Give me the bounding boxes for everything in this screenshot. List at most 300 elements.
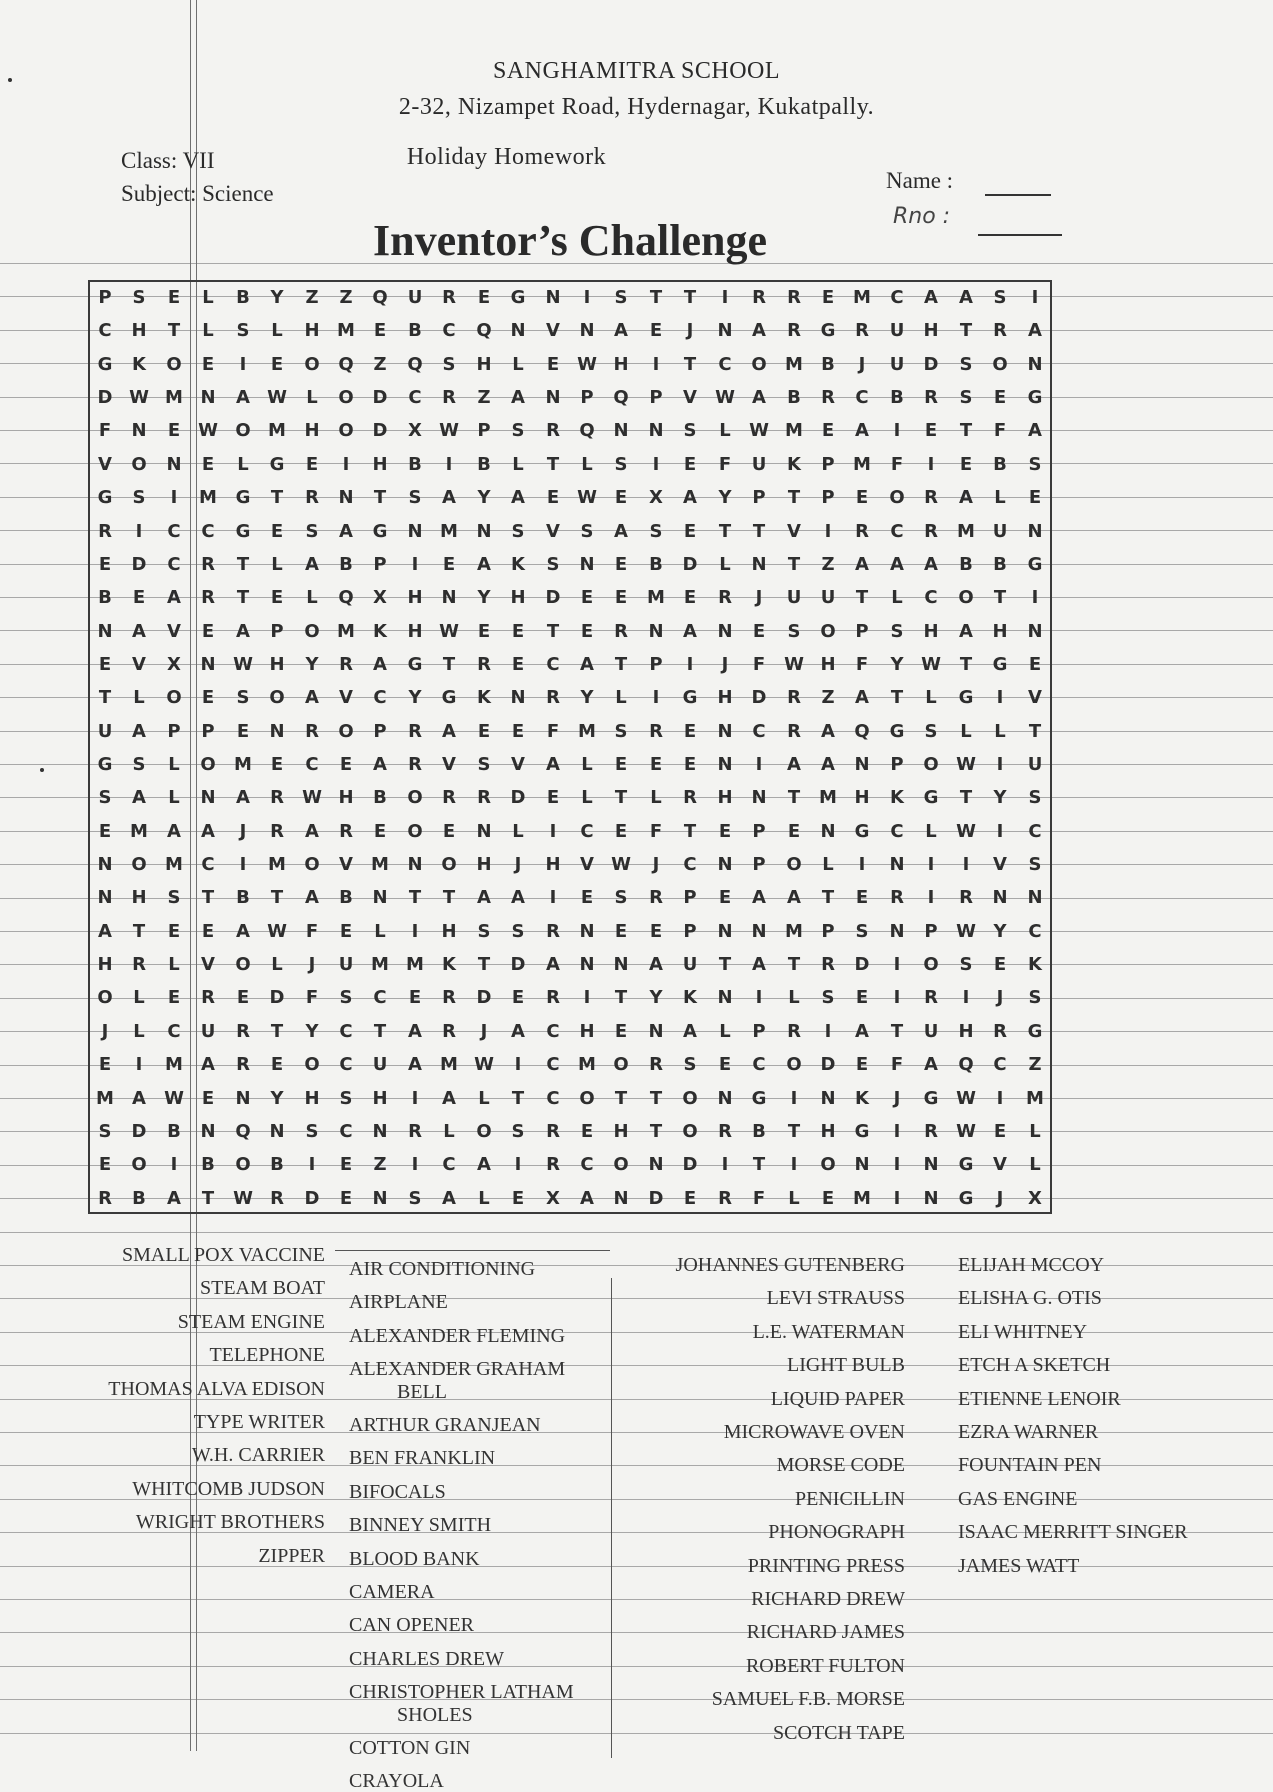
grid-letter[interactable]: W — [956, 921, 976, 942]
grid-letter[interactable]: E — [683, 754, 697, 775]
grid-letter[interactable]: W — [784, 654, 804, 675]
grid-letter[interactable]: R — [442, 387, 456, 408]
grid-letter[interactable]: S — [132, 487, 146, 508]
grid-letter[interactable]: N — [372, 1121, 388, 1142]
grid-letter[interactable]: H — [958, 1021, 974, 1042]
name-blank[interactable] — [985, 194, 1051, 196]
grid-letter[interactable]: T — [683, 354, 697, 375]
grid-letter[interactable]: H — [304, 320, 320, 341]
grid-letter[interactable]: N — [613, 954, 629, 975]
grid-letter[interactable]: R — [408, 721, 422, 742]
grid-letter[interactable]: E — [855, 487, 869, 508]
grid-letter[interactable]: E — [98, 654, 112, 675]
grid-letter[interactable]: N — [97, 854, 113, 875]
grid-letter[interactable]: A — [959, 621, 973, 642]
grid-letter[interactable]: E — [305, 454, 319, 475]
grid-letter[interactable]: D — [854, 954, 870, 975]
grid-letter[interactable]: W — [198, 420, 218, 441]
grid-letter[interactable]: A — [305, 821, 319, 842]
grid-letter[interactable]: H — [923, 621, 939, 642]
grid-letter[interactable]: T — [614, 1088, 628, 1109]
grid-letter[interactable]: I — [1031, 587, 1039, 608]
grid-letter[interactable]: C — [442, 320, 456, 341]
grid-letter[interactable]: X — [373, 587, 387, 608]
grid-letter[interactable]: N — [717, 921, 733, 942]
grid-letter[interactable]: S — [959, 954, 973, 975]
grid-letter[interactable]: A — [132, 1088, 146, 1109]
grid-letter[interactable]: L — [925, 821, 937, 842]
grid-letter[interactable]: R — [236, 1021, 250, 1042]
grid-letter[interactable]: R — [787, 287, 801, 308]
grid-letter[interactable]: Z — [339, 287, 353, 308]
grid-letter[interactable]: N — [476, 521, 492, 542]
grid-letter[interactable]: N — [854, 754, 870, 775]
grid-letter[interactable]: G — [1027, 387, 1043, 408]
grid-letter[interactable]: R — [477, 787, 491, 808]
grid-letter[interactable]: R — [305, 721, 319, 742]
grid-letter[interactable]: S — [649, 521, 663, 542]
grid-letter[interactable]: I — [893, 954, 901, 975]
grid-letter[interactable]: W — [577, 354, 597, 375]
grid-letter[interactable]: A — [787, 754, 801, 775]
grid-letter[interactable]: T — [890, 1021, 904, 1042]
grid-letter[interactable]: L — [133, 987, 145, 1008]
grid-letter[interactable]: T — [787, 1121, 801, 1142]
grid-letter[interactable]: W — [749, 420, 769, 441]
grid-letter[interactable]: Y — [270, 287, 284, 308]
grid-letter[interactable]: L — [202, 320, 214, 341]
grid-letter[interactable]: S — [408, 487, 422, 508]
grid-letter[interactable]: E — [201, 687, 215, 708]
grid-letter[interactable]: E — [787, 821, 801, 842]
grid-letter[interactable]: A — [1028, 420, 1042, 441]
grid-letter[interactable]: E — [546, 354, 560, 375]
grid-letter[interactable]: M — [234, 754, 252, 775]
grid-letter[interactable]: Y — [305, 654, 319, 675]
grid-letter[interactable]: O — [889, 487, 905, 508]
grid-letter[interactable]: P — [98, 287, 112, 308]
grid-letter[interactable]: I — [790, 1154, 798, 1175]
grid-letter[interactable]: M — [819, 787, 837, 808]
grid-letter[interactable]: A — [855, 420, 869, 441]
grid-letter[interactable]: C — [1028, 821, 1042, 842]
grid-letter[interactable]: L — [443, 1121, 455, 1142]
grid-letter[interactable]: O — [923, 754, 939, 775]
grid-letter[interactable]: I — [790, 1088, 798, 1109]
grid-letter[interactable]: Y — [305, 1021, 319, 1042]
grid-letter[interactable]: N — [407, 521, 423, 542]
grid-letter[interactable]: E — [683, 1188, 697, 1209]
grid-letter[interactable]: A — [236, 787, 250, 808]
grid-letter[interactable]: S — [305, 521, 319, 542]
grid-letter[interactable]: B — [339, 887, 353, 908]
grid-letter[interactable]: N — [579, 954, 595, 975]
grid-letter[interactable]: L — [271, 320, 283, 341]
grid-letter[interactable]: I — [893, 1154, 901, 1175]
grid-letter[interactable]: T — [614, 787, 628, 808]
grid-letter[interactable]: C — [373, 687, 387, 708]
grid-letter[interactable]: E — [339, 921, 353, 942]
grid-letter[interactable]: E — [201, 354, 215, 375]
grid-letter[interactable]: N — [751, 921, 767, 942]
grid-letter[interactable]: N — [97, 887, 113, 908]
grid-letter[interactable]: G — [751, 1088, 767, 1109]
grid-letter[interactable]: H — [131, 320, 147, 341]
grid-letter[interactable]: B — [373, 787, 387, 808]
grid-letter[interactable]: O — [682, 1121, 698, 1142]
grid-letter[interactable]: L — [960, 721, 972, 742]
grid-letter[interactable]: E — [167, 921, 181, 942]
grid-letter[interactable]: E — [683, 721, 697, 742]
grid-letter[interactable]: W — [956, 754, 976, 775]
grid-letter[interactable]: E — [1028, 487, 1042, 508]
grid-letter[interactable]: A — [855, 687, 869, 708]
grid-letter[interactable]: O — [476, 1121, 492, 1142]
grid-letter[interactable]: I — [308, 1154, 316, 1175]
grid-letter[interactable]: T — [442, 887, 456, 908]
grid-letter[interactable]: L — [168, 954, 180, 975]
grid-letter[interactable]: C — [890, 287, 904, 308]
grid-letter[interactable]: E — [683, 521, 697, 542]
grid-letter[interactable]: C — [373, 987, 387, 1008]
grid-letter[interactable]: O — [338, 420, 354, 441]
grid-letter[interactable]: E — [236, 987, 250, 1008]
grid-letter[interactable]: C — [167, 521, 181, 542]
grid-letter[interactable]: W — [267, 921, 287, 942]
grid-letter[interactable]: L — [1029, 1121, 1041, 1142]
grid-letter[interactable]: Y — [718, 487, 732, 508]
grid-letter[interactable]: Z — [373, 354, 387, 375]
grid-letter[interactable]: A — [1028, 320, 1042, 341]
grid-letter[interactable]: S — [580, 521, 594, 542]
grid-letter[interactable]: T — [98, 687, 112, 708]
grid-letter[interactable]: A — [924, 287, 938, 308]
grid-letter[interactable]: L — [994, 487, 1006, 508]
grid-letter[interactable]: R — [98, 1188, 112, 1209]
grid-letter[interactable]: N — [200, 387, 216, 408]
grid-letter[interactable]: A — [511, 1021, 525, 1042]
grid-letter[interactable]: P — [752, 854, 766, 875]
grid-letter[interactable]: M — [440, 1054, 458, 1075]
grid-letter[interactable]: N — [476, 821, 492, 842]
grid-letter[interactable]: I — [996, 1088, 1004, 1109]
grid-letter[interactable]: V — [993, 854, 1007, 875]
grid-letter[interactable]: N — [992, 887, 1008, 908]
grid-letter[interactable]: R — [201, 587, 215, 608]
grid-letter[interactable]: I — [445, 454, 453, 475]
grid-letter[interactable]: S — [339, 987, 353, 1008]
grid-letter[interactable]: S — [614, 721, 628, 742]
grid-letter[interactable]: I — [893, 1188, 901, 1209]
grid-letter[interactable]: E — [511, 621, 525, 642]
grid-letter[interactable]: R — [201, 987, 215, 1008]
grid-letter[interactable]: E — [580, 1121, 594, 1142]
grid-letter[interactable]: S — [236, 320, 250, 341]
grid-letter[interactable]: O — [166, 687, 182, 708]
grid-letter[interactable]: G — [235, 487, 251, 508]
grid-letter[interactable]: A — [821, 754, 835, 775]
grid-letter[interactable]: S — [959, 387, 973, 408]
grid-letter[interactable]: E — [270, 1054, 284, 1075]
grid-letter[interactable]: V — [132, 654, 146, 675]
grid-letter[interactable]: I — [170, 487, 178, 508]
grid-letter[interactable]: T — [752, 1154, 766, 1175]
grid-letter[interactable]: I — [549, 887, 557, 908]
grid-letter[interactable]: L — [512, 821, 524, 842]
grid-letter[interactable]: A — [442, 1188, 456, 1209]
grid-letter[interactable]: P — [580, 387, 594, 408]
grid-letter[interactable]: N — [717, 987, 733, 1008]
grid-letter[interactable]: C — [339, 1121, 353, 1142]
grid-letter[interactable]: S — [236, 687, 250, 708]
grid-letter[interactable]: A — [201, 821, 215, 842]
grid-letter[interactable]: S — [305, 1121, 319, 1142]
grid-letter[interactable]: C — [442, 1154, 456, 1175]
grid-letter[interactable]: X — [167, 654, 181, 675]
grid-letter[interactable]: C — [580, 821, 594, 842]
grid-letter[interactable]: D — [372, 387, 388, 408]
grid-letter[interactable]: E — [649, 754, 663, 775]
grid-letter[interactable]: A — [649, 954, 663, 975]
rno-blank[interactable] — [978, 234, 1062, 236]
grid-letter[interactable]: N — [717, 721, 733, 742]
grid-letter[interactable]: H — [820, 654, 836, 675]
grid-letter[interactable]: A — [546, 754, 560, 775]
grid-letter[interactable]: E — [98, 1154, 112, 1175]
grid-letter[interactable]: R — [477, 654, 491, 675]
grid-letter[interactable]: A — [924, 1054, 938, 1075]
grid-letter[interactable]: R — [787, 320, 801, 341]
grid-letter[interactable]: X — [1028, 1188, 1042, 1209]
grid-letter[interactable]: N — [1027, 887, 1043, 908]
grid-letter[interactable]: T — [201, 1188, 215, 1209]
grid-letter[interactable]: E — [98, 1054, 112, 1075]
grid-letter[interactable]: V — [511, 754, 525, 775]
grid-letter[interactable]: R — [270, 1188, 284, 1209]
grid-letter[interactable]: D — [372, 420, 388, 441]
grid-letter[interactable]: S — [683, 420, 697, 441]
grid-letter[interactable]: U — [992, 521, 1008, 542]
grid-letter[interactable]: Q — [579, 420, 595, 441]
grid-letter[interactable]: G — [923, 1088, 939, 1109]
grid-letter[interactable]: L — [133, 687, 145, 708]
grid-letter[interactable]: R — [752, 287, 766, 308]
grid-letter[interactable]: P — [270, 621, 284, 642]
grid-letter[interactable]: B — [752, 1121, 766, 1142]
grid-letter[interactable]: T — [442, 654, 456, 675]
grid-letter[interactable]: R — [924, 1121, 938, 1142]
grid-letter[interactable]: A — [442, 1088, 456, 1109]
grid-letter[interactable]: S — [683, 1054, 697, 1075]
grid-letter[interactable]: D — [476, 987, 492, 1008]
grid-letter[interactable]: O — [992, 354, 1008, 375]
grid-letter[interactable]: N — [648, 1021, 664, 1042]
grid-letter[interactable]: L — [581, 787, 593, 808]
grid-letter[interactable]: C — [890, 521, 904, 542]
grid-letter[interactable]: H — [923, 320, 939, 341]
grid-letter[interactable]: N — [889, 854, 905, 875]
grid-letter[interactable]: E — [821, 420, 835, 441]
grid-letter[interactable]: Q — [338, 587, 354, 608]
grid-letter[interactable]: K — [132, 354, 146, 375]
grid-letter[interactable]: R — [546, 921, 560, 942]
grid-letter[interactable]: D — [820, 1054, 836, 1075]
grid-letter[interactable]: E — [546, 787, 560, 808]
grid-letter[interactable]: M — [853, 287, 871, 308]
grid-letter[interactable]: D — [510, 954, 526, 975]
grid-letter[interactable]: C — [201, 521, 215, 542]
grid-letter[interactable]: U — [889, 320, 905, 341]
grid-letter[interactable]: F — [993, 420, 1007, 441]
grid-letter[interactable]: R — [442, 787, 456, 808]
grid-letter[interactable]: E — [614, 821, 628, 842]
grid-letter[interactable]: D — [682, 1154, 698, 1175]
grid-letter[interactable]: H — [476, 854, 492, 875]
grid-letter[interactable]: P — [683, 921, 697, 942]
grid-letter[interactable]: B — [477, 454, 491, 475]
grid-letter[interactable]: R — [890, 887, 904, 908]
grid-letter[interactable]: O — [97, 987, 113, 1008]
grid-letter[interactable]: I — [996, 687, 1004, 708]
grid-letter[interactable]: R — [339, 654, 353, 675]
grid-letter[interactable]: C — [580, 1154, 594, 1175]
grid-letter[interactable]: T — [649, 1121, 663, 1142]
grid-letter[interactable]: O — [682, 1088, 698, 1109]
grid-letter[interactable]: Y — [270, 1088, 284, 1109]
grid-letter[interactable]: I — [893, 987, 901, 1008]
grid-letter[interactable]: E — [580, 621, 594, 642]
grid-letter[interactable]: C — [339, 1021, 353, 1042]
grid-letter[interactable]: E — [546, 487, 560, 508]
grid-letter[interactable]: T — [890, 687, 904, 708]
grid-letter[interactable]: I — [927, 454, 935, 475]
grid-letter[interactable]: F — [855, 654, 869, 675]
grid-letter[interactable]: R — [98, 521, 112, 542]
grid-letter[interactable]: D — [304, 1188, 320, 1209]
grid-letter[interactable]: T — [201, 887, 215, 908]
grid-letter[interactable]: A — [511, 887, 525, 908]
grid-letter[interactable]: V — [683, 387, 697, 408]
grid-letter[interactable]: O — [786, 1054, 802, 1075]
grid-letter[interactable]: C — [752, 1054, 766, 1075]
grid-letter[interactable]: L — [719, 420, 731, 441]
grid-letter[interactable]: L — [133, 1021, 145, 1042]
grid-letter[interactable]: H — [304, 1088, 320, 1109]
grid-letter[interactable]: F — [649, 821, 663, 842]
grid-letter[interactable]: L — [788, 1188, 800, 1209]
grid-letter[interactable]: P — [855, 621, 869, 642]
grid-letter[interactable]: O — [579, 1088, 595, 1109]
grid-letter[interactable]: N — [545, 287, 561, 308]
grid-letter[interactable]: L — [512, 454, 524, 475]
grid-letter[interactable]: R — [201, 554, 215, 575]
grid-letter[interactable]: B — [98, 587, 112, 608]
grid-letter[interactable]: E — [270, 354, 284, 375]
grid-letter[interactable]: S — [614, 887, 628, 908]
grid-letter[interactable]: S — [408, 1188, 422, 1209]
grid-letter[interactable]: T — [546, 454, 560, 475]
grid-letter[interactable]: V — [787, 521, 801, 542]
grid-letter[interactable]: M — [268, 854, 286, 875]
grid-letter[interactable]: M — [957, 521, 975, 542]
grid-letter[interactable]: A — [373, 654, 387, 675]
grid-letter[interactable]: A — [511, 487, 525, 508]
grid-letter[interactable]: G — [441, 687, 457, 708]
grid-letter[interactable]: D — [131, 554, 147, 575]
grid-letter[interactable]: E — [511, 654, 525, 675]
grid-letter[interactable]: T — [718, 954, 732, 975]
grid-letter[interactable]: S — [511, 521, 525, 542]
grid-letter[interactable]: N — [579, 554, 595, 575]
grid-letter[interactable]: L — [478, 1088, 490, 1109]
grid-letter[interactable]: K — [373, 621, 387, 642]
grid-letter[interactable]: J — [514, 854, 522, 875]
grid-letter[interactable]: I — [652, 354, 660, 375]
grid-letter[interactable]: D — [269, 987, 285, 1008]
grid-letter[interactable]: T — [167, 320, 181, 341]
grid-letter[interactable]: K — [511, 554, 525, 575]
grid-letter[interactable]: N — [579, 320, 595, 341]
grid-letter[interactable]: S — [614, 287, 628, 308]
grid-letter[interactable]: S — [132, 754, 146, 775]
grid-letter[interactable]: L — [719, 554, 731, 575]
grid-letter[interactable]: E — [993, 387, 1007, 408]
grid-letter[interactable]: O — [613, 1054, 629, 1075]
grid-letter[interactable]: H — [613, 354, 629, 375]
grid-letter[interactable]: E — [649, 921, 663, 942]
grid-letter[interactable]: K — [787, 454, 801, 475]
grid-letter[interactable]: R — [546, 687, 560, 708]
grid-letter[interactable]: M — [337, 320, 355, 341]
grid-letter[interactable]: A — [752, 954, 766, 975]
grid-letter[interactable]: E — [683, 454, 697, 475]
grid-letter[interactable]: I — [1031, 287, 1039, 308]
grid-letter[interactable]: R — [718, 1121, 732, 1142]
grid-letter[interactable]: H — [97, 954, 113, 975]
grid-letter[interactable]: O — [235, 954, 251, 975]
grid-letter[interactable]: N — [372, 1188, 388, 1209]
grid-letter[interactable]: B — [890, 387, 904, 408]
grid-letter[interactable]: F — [752, 654, 766, 675]
grid-letter[interactable]: G — [854, 821, 870, 842]
grid-letter[interactable]: D — [923, 354, 939, 375]
grid-letter[interactable]: L — [306, 587, 318, 608]
grid-letter[interactable]: L — [202, 287, 214, 308]
grid-letter[interactable]: E — [201, 1088, 215, 1109]
grid-letter[interactable]: E — [821, 287, 835, 308]
grid-letter[interactable]: N — [407, 854, 423, 875]
grid-letter[interactable]: E — [373, 320, 387, 341]
grid-letter[interactable]: E — [718, 887, 732, 908]
grid-letter[interactable]: E — [270, 587, 284, 608]
grid-letter[interactable]: H — [372, 1088, 388, 1109]
grid-letter[interactable]: O — [441, 854, 457, 875]
grid-letter[interactable]: A — [167, 587, 181, 608]
grid-letter[interactable]: P — [752, 821, 766, 842]
grid-letter[interactable]: A — [580, 1188, 594, 1209]
grid-letter[interactable]: A — [132, 621, 146, 642]
grid-letter[interactable]: C — [408, 387, 422, 408]
grid-letter[interactable]: W — [439, 420, 459, 441]
grid-letter[interactable]: O — [131, 854, 147, 875]
grid-letter[interactable]: B — [201, 1154, 215, 1175]
grid-letter[interactable]: R — [924, 521, 938, 542]
grid-letter[interactable]: R — [821, 954, 835, 975]
grid-letter[interactable]: O — [751, 354, 767, 375]
grid-letter[interactable]: M — [165, 854, 183, 875]
grid-letter[interactable]: R — [339, 821, 353, 842]
grid-letter[interactable]: G — [372, 521, 388, 542]
